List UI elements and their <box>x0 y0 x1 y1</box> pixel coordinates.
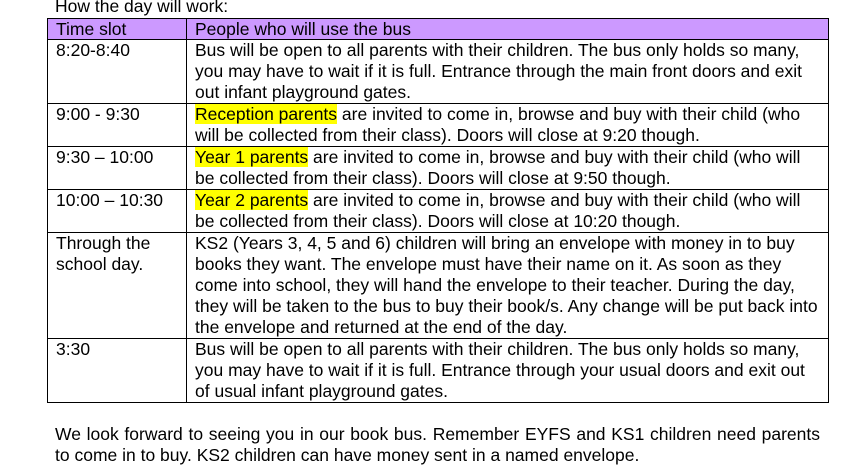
people-cell <box>187 147 829 190</box>
time-slot-cell: 8:20-8:40 <box>48 40 187 104</box>
people-text: Bus will be open to all parents with their children. The bus only holds so many, you may have to wait if it is full. Entrance through the main front doors and exit out infant playground gates. <box>195 40 802 102</box>
closing-paragraph: We look forward to seeing you in our book bus. Remember EYFS and KS1 children need parents to come in to buy. KS2 children can have money sent in a named envelope. <box>55 424 820 465</box>
table-row <box>48 339 829 403</box>
table-row <box>48 40 829 104</box>
people-cell <box>187 339 829 403</box>
time-slot-cell: Through the school day. <box>48 233 187 339</box>
table-row <box>48 233 829 339</box>
people-text: are invited to come in, browse and buy with their child (who will be collected from their class). Doors will close at 9:50 though. <box>195 147 801 188</box>
time-slot-cell: 3:30 <box>48 339 187 403</box>
time-slot-cell: 9:30 – 10:00 <box>48 147 187 190</box>
highlighted-group: Year 2 parents <box>195 190 309 210</box>
table-row <box>48 104 829 147</box>
people-cell <box>187 233 829 339</box>
people-text: are invited to come in, browse and buy with their child (who will be collected from their class). Doors will close at 9:20 though. <box>195 104 801 145</box>
highlighted-group: Year 1 parents <box>195 147 309 167</box>
people-cell <box>187 190 829 233</box>
table-row <box>48 147 829 190</box>
time-slot-header: Time slot <box>48 19 187 40</box>
people-cell <box>187 104 829 147</box>
schedule-table <box>47 18 829 403</box>
people-cell <box>187 40 829 104</box>
people-header: People who will use the bus <box>187 19 829 40</box>
time-slot-cell: 9:00 - 9:30 <box>48 104 187 147</box>
people-text: are invited to come in, browse and buy with their child (who will be collected from their class). Doors will close at 10:20 though. <box>195 190 801 231</box>
table-row <box>48 190 829 233</box>
table-header-row <box>48 19 829 40</box>
section-heading: How the day will work: <box>55 0 229 16</box>
time-slot-cell: 10:00 – 10:30 <box>48 190 187 233</box>
people-text: KS2 (Years 3, 4, 5 and 6) children will bring an envelope with money in to buy books they want. The envelope must have their name on it. As soon as they come into school, they will hand the envelope to their teacher. During the day, they will be taken to the bus to buy their book/s. Any change will be put back into the envelope and returned at the end of the day. <box>195 233 818 337</box>
people-text: Bus will be open to all parents with their children. The bus only holds so many, you may have to wait if it is full. Entrance through your usual doors and exit out of usual infant playground gates. <box>195 339 805 401</box>
highlighted-group: Reception parents <box>195 104 338 124</box>
